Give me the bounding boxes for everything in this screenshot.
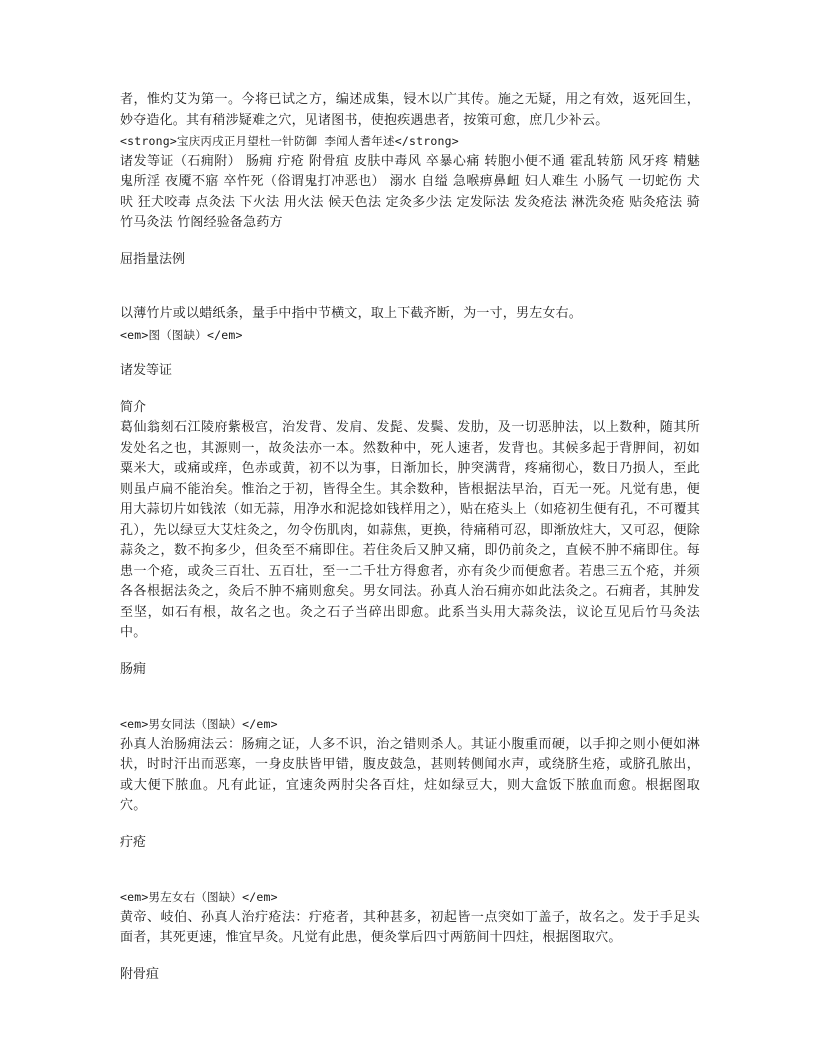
- measure-figure-caption: <em>图（图缺）</em>: [120, 327, 243, 342]
- section-title-fa: 诸发等证: [120, 363, 173, 378]
- section-title-changyong: 肠痈: [120, 661, 147, 677]
- dingchuang-figure-caption: <em>男左女右（图缺）</em>: [120, 890, 278, 904]
- section-subtitle-intro: 简介: [120, 399, 147, 415]
- document-page: [120, 90, 700, 985]
- table-of-contents: 诸发等证（石痈附） 肠痈 疔疮 附骨疽 皮肤中毒风 卒暴心痛 转胞小便不通 霍乱转筋 风牙疼 精魅鬼所淫 夜魇不寤 卒忤死（俗谓鬼打冲恶也） 溺水 自缢 急喉痹鼻衄 妇人难生 小肠气 一切蛇伤 犬吠 狂犬咬毒 点灸法 下火法 用火法 候天色法 定灸多少法 定发际法 发灸疮法 淋洗灸疮 贴灸疮法 骑竹马灸法 竹阁经验备急药方: [120, 153, 700, 230]
- section-title-measure: 屈指量法例: [120, 251, 186, 267]
- section-title-fugu: 附骨疽: [120, 966, 160, 982]
- changyong-paragraph: 孙真人治肠痈法云：肠痈之证，人多不识，治之错则杀人。其证小腹重而硬，以手抑之则小便如淋状，时时汗出而恶寒，一身皮肤皆甲错，腹皮鼓急，甚则转侧闻水声，或绕脐生疮，或脐孔脓出，或大便下脓血。凡有此证，宜速灸两肘尖各百炷，炷如绿豆大，则大盒饭下脓血而愈。根据图取穴。: [120, 736, 700, 813]
- section-title-dingchuang: 疔疮: [120, 834, 147, 850]
- changyong-figure-caption: <em>男女同法（图缺）</em>: [120, 717, 278, 731]
- intro-signature: <strong>宝庆丙戌正月望杜一针防御 李闻人耆年述</strong>: [120, 134, 459, 148]
- intro-paragraph: 者，惟灼艾为第一。今将已试之方，编述成集，锓木以广其传。施之无疑，用之有效，返死回生，妙夺造化。其有稍涉疑难之穴，见诸图书，使抱疾遇患者，按策可愈，庶几少补云。: [120, 92, 700, 128]
- measure-paragraph: 以薄竹片或以蜡纸条，量手中指中节横文，取上下截齐断，为一寸，男左女右。: [120, 306, 583, 321]
- dingchuang-paragraph: 黄帝、岐伯、孙真人治疔疮法：疔疮者，其种甚多，初起皆一点突如丁盖子，故名之。发于手足头面者，其死更速，惟宜早灸。凡觉有此患，便灸掌后四寸两筋间十四炷，根据图取穴。: [120, 909, 700, 945]
- fa-paragraph: 葛仙翁刻石江陵府紫极宫，治发背、发肩、发髭、发鬓、发肋，及一切恶肿法，以上数种，随其所发处名之也，其源则一，故灸法亦一本。然数种中，死人速者，发背也。其候多起于背胛间，初如粟米大，或痛或痒，色赤或黄，初不以为事，日渐加长，肿突满背，疼痛彻心，数日乃损人，至此则虽卢扁不能治矣。惟治之于初，皆得全生。其余数种，皆根据法早治，百无一死。凡觉有患，便用大蒜切片如钱浓（如无蒜，用净水和泥捻如钱样用之），贴在疮头上（如疮初生便有孔，不可覆其孔），先以绿豆大艾炷灸之，勿令伤肌肉，如蒜焦，更换，待痛稍可忍，即渐放炷大，又可忍，便除蒜灸之，数不拘多少，但灸至不痛即住。若住灸后又肿又痛，即仍前灸之，直候不肿不痛即住。每患一个疮，或灸三百壮、五百壮，至一二千壮方得愈者，亦有灸少而便愈者。若患三五个疮，并须各各根据法灸之，灸后不肿不痛则愈矣。男女同法。孙真人治石痈亦如此法灸之。石痈者，其肿发至坚，如石有根，故名之也。灸之石子当碎出即愈。此系当头用大蒜灸法，议论互见后竹马灸法中。: [120, 420, 700, 640]
